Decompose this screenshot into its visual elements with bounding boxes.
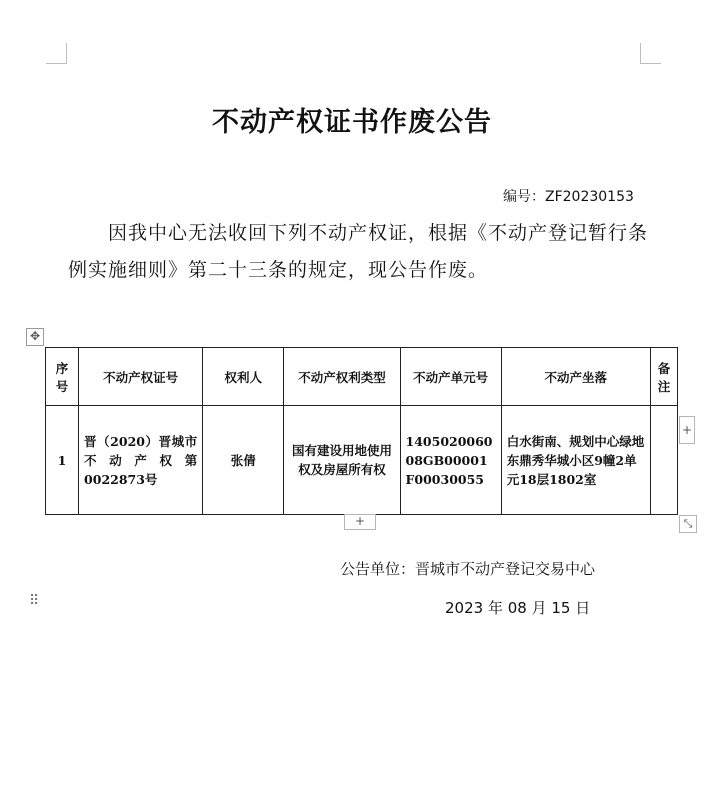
issuer-line: 公告单位：晋城市不动产登记交易中心 (340, 560, 596, 578)
header-cert-number: 不动产权证号 (79, 348, 203, 406)
page-corner-mark-top-right (640, 43, 661, 64)
cell-unit-number: 140502006008GB00001F00030055 (400, 406, 501, 515)
certificate-table (45, 347, 678, 515)
header-location: 不动产坐落 (501, 348, 650, 406)
cell-cert-number: 晋（2020）晋城市不动产权第0022873号 (79, 406, 203, 515)
add-row-icon[interactable]: + (344, 514, 376, 530)
table-move-icon[interactable]: ✥ (26, 328, 44, 346)
page-corner-mark-top-left (46, 43, 67, 64)
cell-note (650, 406, 677, 515)
header-holder: 权利人 (203, 348, 284, 406)
issue-date: 2023 年 08 月 15 日 (445, 599, 591, 617)
table-header-row (46, 348, 678, 406)
add-column-icon[interactable]: + (679, 416, 695, 444)
header-unit-number: 不动产单元号 (400, 348, 501, 406)
table-row (46, 406, 678, 515)
announcement-body: 因我中心无法收回下列不动产权证，根据《不动产登记暂行条例实施细则》第二十三条的规定，现公告作废。 (68, 222, 649, 281)
header-note: 备注 (650, 348, 677, 406)
cell-right-type: 国有建设用地使用权及房屋所有权 (284, 406, 400, 515)
cell-no: 1 (46, 406, 79, 515)
cell-location: 白水街南、规划中心绿地东鼎秀华城小区9幢2单元18层1802室 (501, 406, 650, 515)
cell-holder: 张倩 (203, 406, 284, 515)
serial-number: 编号：ZF20230153 (503, 189, 634, 205)
document-title: 不动产权证书作废公告 (212, 107, 492, 138)
drag-handle-icon[interactable]: ⠿ (29, 593, 41, 609)
header-no: 序号 (46, 348, 79, 406)
table-resize-icon[interactable]: ⤡ (679, 515, 697, 533)
header-right-type: 不动产权利类型 (284, 348, 400, 406)
